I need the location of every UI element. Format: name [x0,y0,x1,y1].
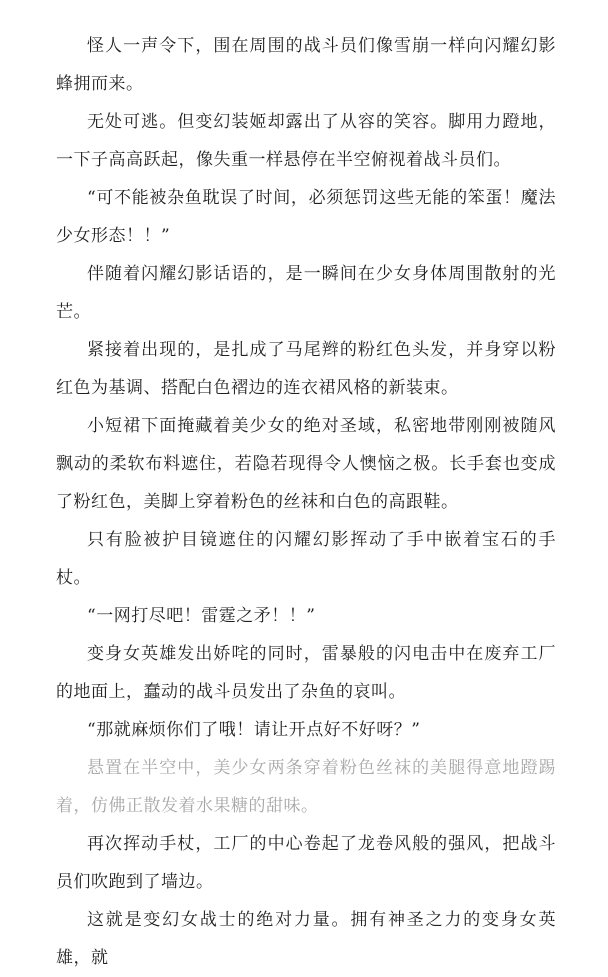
paragraph: 怪人一声令下，围在周围的战斗员们像雪崩一样向闪耀幻影蜂拥而来。 [56,36,556,94]
paragraph: “可不能被杂鱼耽误了时间，必须惩罚这些无能的笨蛋！魔法少女形态！！” [56,188,556,246]
paragraph: 这就是变幻女战士的绝对力量。拥有神圣之力的变身女英雄，就 [56,910,556,968]
paragraph: 紧接着出现的，是扎成了马尾辫的粉红色头发，并身穿以粉红色为基调、搭配白色褶边的连衣裙风格的新装束。 [56,340,556,398]
paragraph: “那就麻烦你们了哦！请让开点好不好呀？” [87,720,421,740]
paragraph: 无处可逃。但变幻装姬却露出了从容的笑容。脚用力蹬地，一下子高高跃起，像失重一样悬停在半空俯视着战斗员们。 [56,112,556,170]
paragraph: 变身女英雄发出娇咤的同时，雷暴般的闪电击中在废弃工厂的地面上，蠢动的战斗员发出了杂鱼的哀叫。 [56,644,556,702]
paragraph: 小短裙下面掩藏着美少女的绝对圣域，私密地带刚刚被随风飘动的柔软布料遮住，若隐若现得令人懊恼之极。长手套也变成了粉红色，美脚上穿着粉色的丝袜和白色的高跟鞋。 [56,416,556,512]
paragraph: 悬置在半空中，美少女两条穿着粉色丝袜的美腿得意地蹬踢着，仿佛正散发着水果糖的甜味。 [56,758,556,816]
paragraph: 只有脸被护目镜遮住的闪耀幻影挥动了手中嵌着宝石的手杖。 [56,530,556,588]
paragraph: 伴随着闪耀幻影话语的，是一瞬间在少女身体周围散射的光芒。 [56,264,556,322]
paragraph: 再次挥动手杖，工厂的中心卷起了龙卷风般的强风，把战斗员们吹跑到了墙边。 [56,834,556,892]
paragraph: “一网打尽吧！雷霆之矛！！” [87,606,316,626]
